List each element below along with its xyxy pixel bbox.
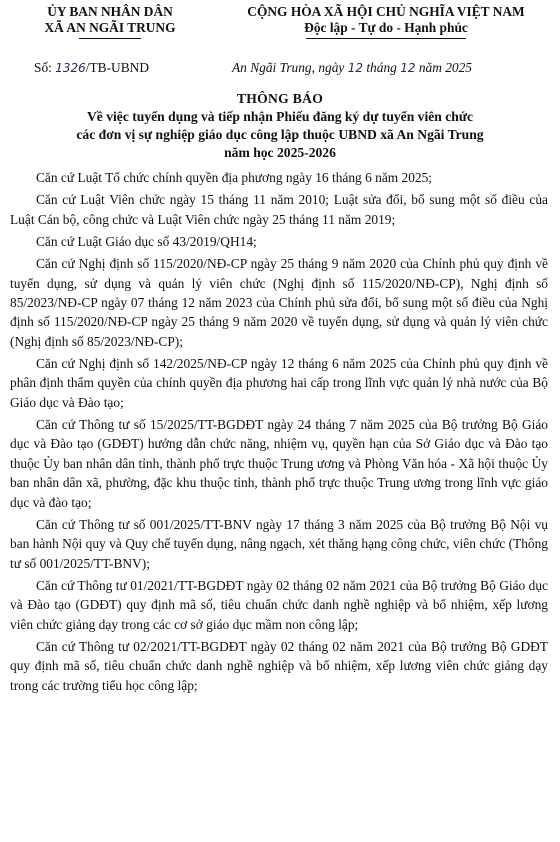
date-month-label: tháng (362, 60, 401, 75)
legal-basis-paragraph: Căn cứ Luật Giáo dục số 43/2019/QH14; (36, 234, 257, 250)
date-year: năm 2025 (415, 60, 473, 75)
date-place-day-label: An Ngãi Trung, ngày (232, 60, 348, 75)
document-number-handwritten: 1326 (55, 61, 86, 75)
date-day-handwritten: 12 (347, 61, 363, 75)
title-line-1: Về việc tuyển dụng và tiếp nhận Phiếu đăng ký dự tuyển viên chức (86, 109, 474, 124)
document-number-suffix: /TB-UBND (85, 60, 149, 75)
document-type: THÔNG BÁO (236, 91, 324, 106)
legal-basis-paragraph: Căn cứ Thông tư số 15/2025/TT-BGDĐT ngày 24 tháng 7 năm 2025 của Bộ trưởng Bộ Giáo dục và Đào tạo (GDĐT) hướng dẫn chức năng, nhiệm vụ, quyền hạn của Sở Giáo dục và Đào tạo thuộc Ủy ban nhân dân tỉnh, thành phố trực thuộc Trung ương và Phòng Văn hóa - Xã hội thuộc Ủy ban nhân dân xã, phường, đặc khu thuộc tỉnh, thành phố trực thuộc Trung ương trong lĩnh vực giáo dục và đào tạo; (10, 417, 548, 510)
authority-line-2: XÃ AN NGÃI TRUNG (44, 20, 176, 35)
legal-basis-section (10, 168, 548, 695)
legal-basis-paragraph: Căn cứ Thông tư 01/2021/TT-BGDĐT ngày 02 tháng 02 năm 2021 của Bộ trưởng Bộ Giáo dục và Đào tạo (GDĐT) quy định mã số, tiêu chuẩn chức danh nghề nghiệp và bổ nhiệm, xếp lương viên chức giảng dạy trong các cơ sở giáo dục mầm non công lập; (10, 577, 548, 632)
national-motto: Độc lập - Tự do - Hạnh phúc (304, 20, 468, 35)
legal-basis-paragraph: Căn cứ Luật Viên chức ngày 15 tháng 11 năm 2010; Luật sửa đổi, bổ sung một số điều của Luật Cán bộ, công chức và Luật Viên chức ngày 25 tháng 11 năm 2019; (10, 192, 548, 227)
place-and-date (232, 60, 472, 76)
issuing-authority (26, 4, 194, 39)
document-number-prefix: Số: (34, 60, 56, 75)
document-number (34, 60, 149, 76)
national-heading (218, 4, 554, 39)
date-month-handwritten: 12 (400, 61, 416, 75)
legal-basis-paragraph: Căn cứ Thông tư số 001/2025/TT-BNV ngày 17 tháng 3 năm 2025 của Bộ trưởng Bộ Nội vụ ban hành Nội quy và Quy chế tuyển dụng, nâng ngạch, xét thăng hạng công chức, viên chức (Thông tư số 001/2025/TT-BNV); (10, 516, 548, 571)
authority-line-1: ỦY BAN NHÂN DÂN (47, 4, 173, 19)
authority-underline (79, 38, 141, 39)
motto-underline (306, 38, 466, 39)
document-title (20, 90, 540, 162)
title-line-3: năm học 2025-2026 (224, 145, 336, 160)
title-line-2: các đơn vị sự nghiệp giáo dục công lập thuộc UBND xã An Ngãi Trung (76, 127, 484, 142)
legal-basis-paragraph: Căn cứ Nghị định số 115/2020/NĐ-CP ngày 25 tháng 9 năm 2020 của Chính phủ quy định về tuyển dụng, sử dụng và quản lý viên chức (Nghị định số 115/2020/NĐ-CP), Nghị định số 85/2023/NĐ-CP ngày 07 tháng 12 năm 2023 của Chính phủ sửa đổi, bổ sung một số điều của Nghị định số 115/2020/NĐ-CP ngày 25 tháng 9 năm 2020 về tuyển dụng, sử dụng và quản lý viên chức (Nghị định số 85/2023/NĐ-CP); (10, 256, 548, 349)
legal-basis-paragraph: Căn cứ Luật Tổ chức chính quyền địa phương ngày 16 tháng 6 năm 2025; (36, 170, 433, 185)
legal-basis-paragraph: Căn cứ Nghị định số 142/2025/NĐ-CP ngày 12 tháng 6 năm 2025 của Chính phủ quy định về phân định thẩm quyền của chính quyền địa phương hai cấp trong lĩnh vực quản lý nhà nước của Bộ Giáo dục và Đào tạo; (10, 356, 548, 410)
national-name: CỘNG HÒA XÃ HỘI CHỦ NGHĨA VIỆT NAM (247, 4, 525, 19)
legal-basis-paragraph: Căn cứ Thông tư 02/2021/TT-BGDĐT ngày 02 tháng 02 năm 2021 của Bộ trưởng Bộ GDĐT quy định mã số, tiêu chuẩn chức danh nghề nghiệp và bổ nhiệm, xếp lương viên chức giảng dạy trong các trường tiểu học công lập; (10, 638, 548, 693)
